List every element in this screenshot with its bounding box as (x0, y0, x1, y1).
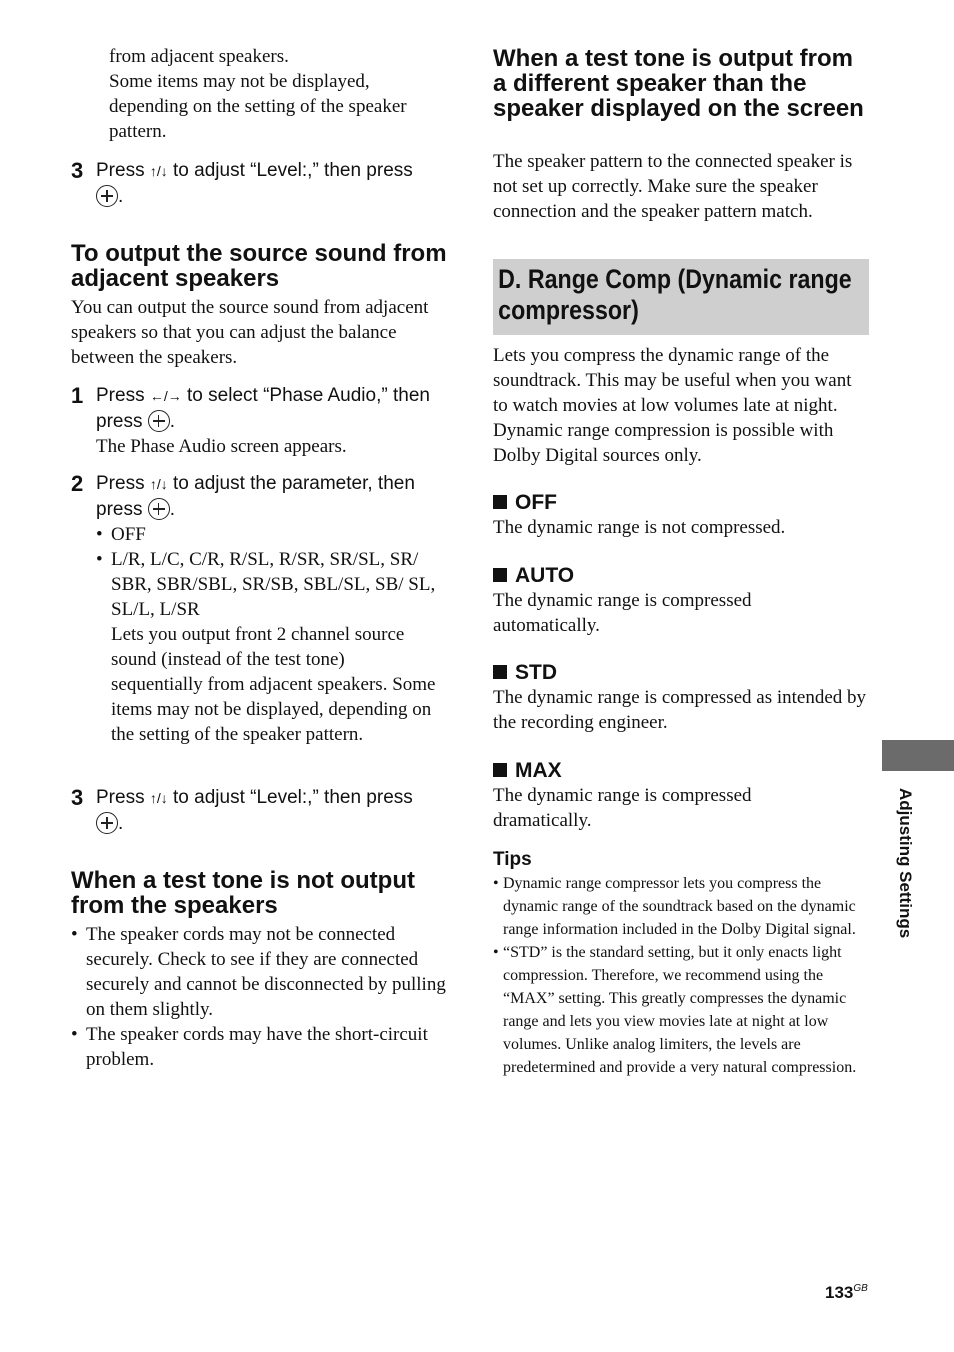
range-comp-intro: Lets you compress the dynamic range of the soundtrack. This may be useful when you want to watch movies at low volumes late at night. Dynamic range compression is possible with Dolby Digital sources only. (493, 345, 852, 466)
list-item: • L/R, L/C, C/R, R/SL, R/SR, SR/SL, SR/ SBR, SBR/SBL, SR/SB, SBL/SL, SB/ SL, SL/L, L/SR Lets you output front 2 channel source sound (instead of the test tone) sequentially from adjacent speakers. Some items may not be displayed, depending on the setting of the speaker pattern. (96, 547, 441, 747)
continued-line: pattern. (109, 121, 167, 142)
bullet-note: Lets you output front 2 channel source sound (instead of the test tone) sequentially from adjacent speakers. Some items may not be displayed, depending on the setting of the speaker pattern. (111, 624, 436, 745)
chapter-tab (882, 740, 954, 771)
tip-item: • “STD” is the standard setting, but it only enacts light compression. Therefore, we recommend using the “MAX” setting. This greatly compresses the dynamic range and lets you view movies late at night at low volumes. Unlike analog limiters, the levels are predetermined and provide a very natural compression. (493, 941, 867, 1079)
option-desc: The dynamic range is not compressed. (493, 517, 786, 538)
tips-list (493, 872, 867, 1079)
option-label: AUTO (515, 564, 575, 587)
option-label: OFF (515, 491, 557, 514)
step-number: 3 (71, 785, 84, 810)
section-title-adjacent: To output the source sound from adjacent speakers (71, 240, 447, 292)
option-off (493, 490, 869, 540)
list-item: • The speaker cords may have the short-circuit problem. (71, 1022, 449, 1072)
step-1-phase-audio (71, 383, 451, 459)
page-number: $133^{GB}$ (825, 1283, 868, 1302)
section-title-different-speaker: When a test tone is output from a different speaker than the speaker displayed on the screen (493, 45, 864, 122)
square-bullet-icon (493, 665, 507, 679)
page-suffix: GB (853, 1283, 868, 1294)
step-3-level-second (71, 785, 451, 836)
step-result: The Phase Audio screen appears. (96, 436, 347, 457)
up-down-arrows-icon: ↑/↓ (149, 476, 168, 492)
enter-button-icon (96, 185, 118, 207)
tip-item: • Dynamic range compressor lets you compress the dynamic range of the soundtrack based on the dynamic range information included in the Dolby Digital signal. (493, 872, 867, 941)
step-text: Press ←/→ to select “Phase Audio,” then press . (96, 385, 430, 432)
square-bullet-icon (493, 763, 507, 777)
option-label: STD (515, 661, 557, 684)
section-title-no-tone: When a test tone is not output from the speakers (71, 867, 415, 919)
step-text: Press ↑/↓ to adjust “Level:,” then press . (96, 160, 413, 207)
up-down-arrows-icon: ↑/↓ (149, 790, 168, 806)
section-body-different-speaker: The speaker pattern to the connected speaker is not set up correctly. Make sure the speaker connection and the speaker pattern match. (493, 151, 853, 222)
list-item: • The speaker cords may not be connected securely. Check to see if they are connected securely and cannot be disconnected by pulling on them slightly. (71, 922, 449, 1022)
step-2-parameter (71, 471, 451, 747)
left-right-arrows-icon: ←/→ (149, 388, 182, 404)
option-desc: The dynamic range is compressed automatically. (493, 590, 752, 636)
continued-line: depending on the setting of the speaker (109, 96, 407, 117)
step-number: 3 (71, 158, 84, 183)
up-down-arrows-icon: ↑/↓ (149, 163, 168, 179)
enter-button-icon (96, 812, 118, 834)
step-text: Press ↑/↓ to adjust the parameter, then press . (96, 473, 415, 520)
step-number: 1 (71, 383, 84, 408)
option-auto (493, 563, 793, 638)
square-bullet-icon (493, 495, 507, 509)
option-std (493, 660, 869, 735)
step-text: Press ↑/↓ to adjust “Level:,” then press . (96, 787, 413, 834)
parameter-list (96, 522, 441, 747)
option-max (493, 758, 793, 833)
section-body-adjacent: You can output the source sound from adjacent speakers so that you can adjust the balance between the speakers. (71, 297, 429, 368)
enter-button-icon (148, 410, 170, 432)
option-desc: The dynamic range is compressed as intended by the recording engineer. (493, 687, 867, 733)
tips-heading: Tips (493, 849, 532, 870)
option-label: MAX (515, 759, 562, 782)
option-desc: The dynamic range is compressed dramatically. (493, 785, 752, 831)
continued-text (109, 44, 454, 144)
square-bullet-icon (493, 568, 507, 582)
step-number: 2 (71, 471, 84, 496)
banner-title: D. Range Comp (Dynamic range compressor) (498, 264, 852, 325)
section-banner (493, 259, 869, 335)
chapter-label: Adjusting Settings (896, 788, 915, 939)
step-3-level-first (71, 158, 451, 209)
continued-line: from adjacent speakers. (109, 46, 289, 67)
list-item: • OFF (96, 522, 441, 547)
enter-button-icon (148, 498, 170, 520)
no-tone-causes-list (71, 922, 449, 1072)
continued-line: Some items may not be displayed, (109, 71, 370, 92)
